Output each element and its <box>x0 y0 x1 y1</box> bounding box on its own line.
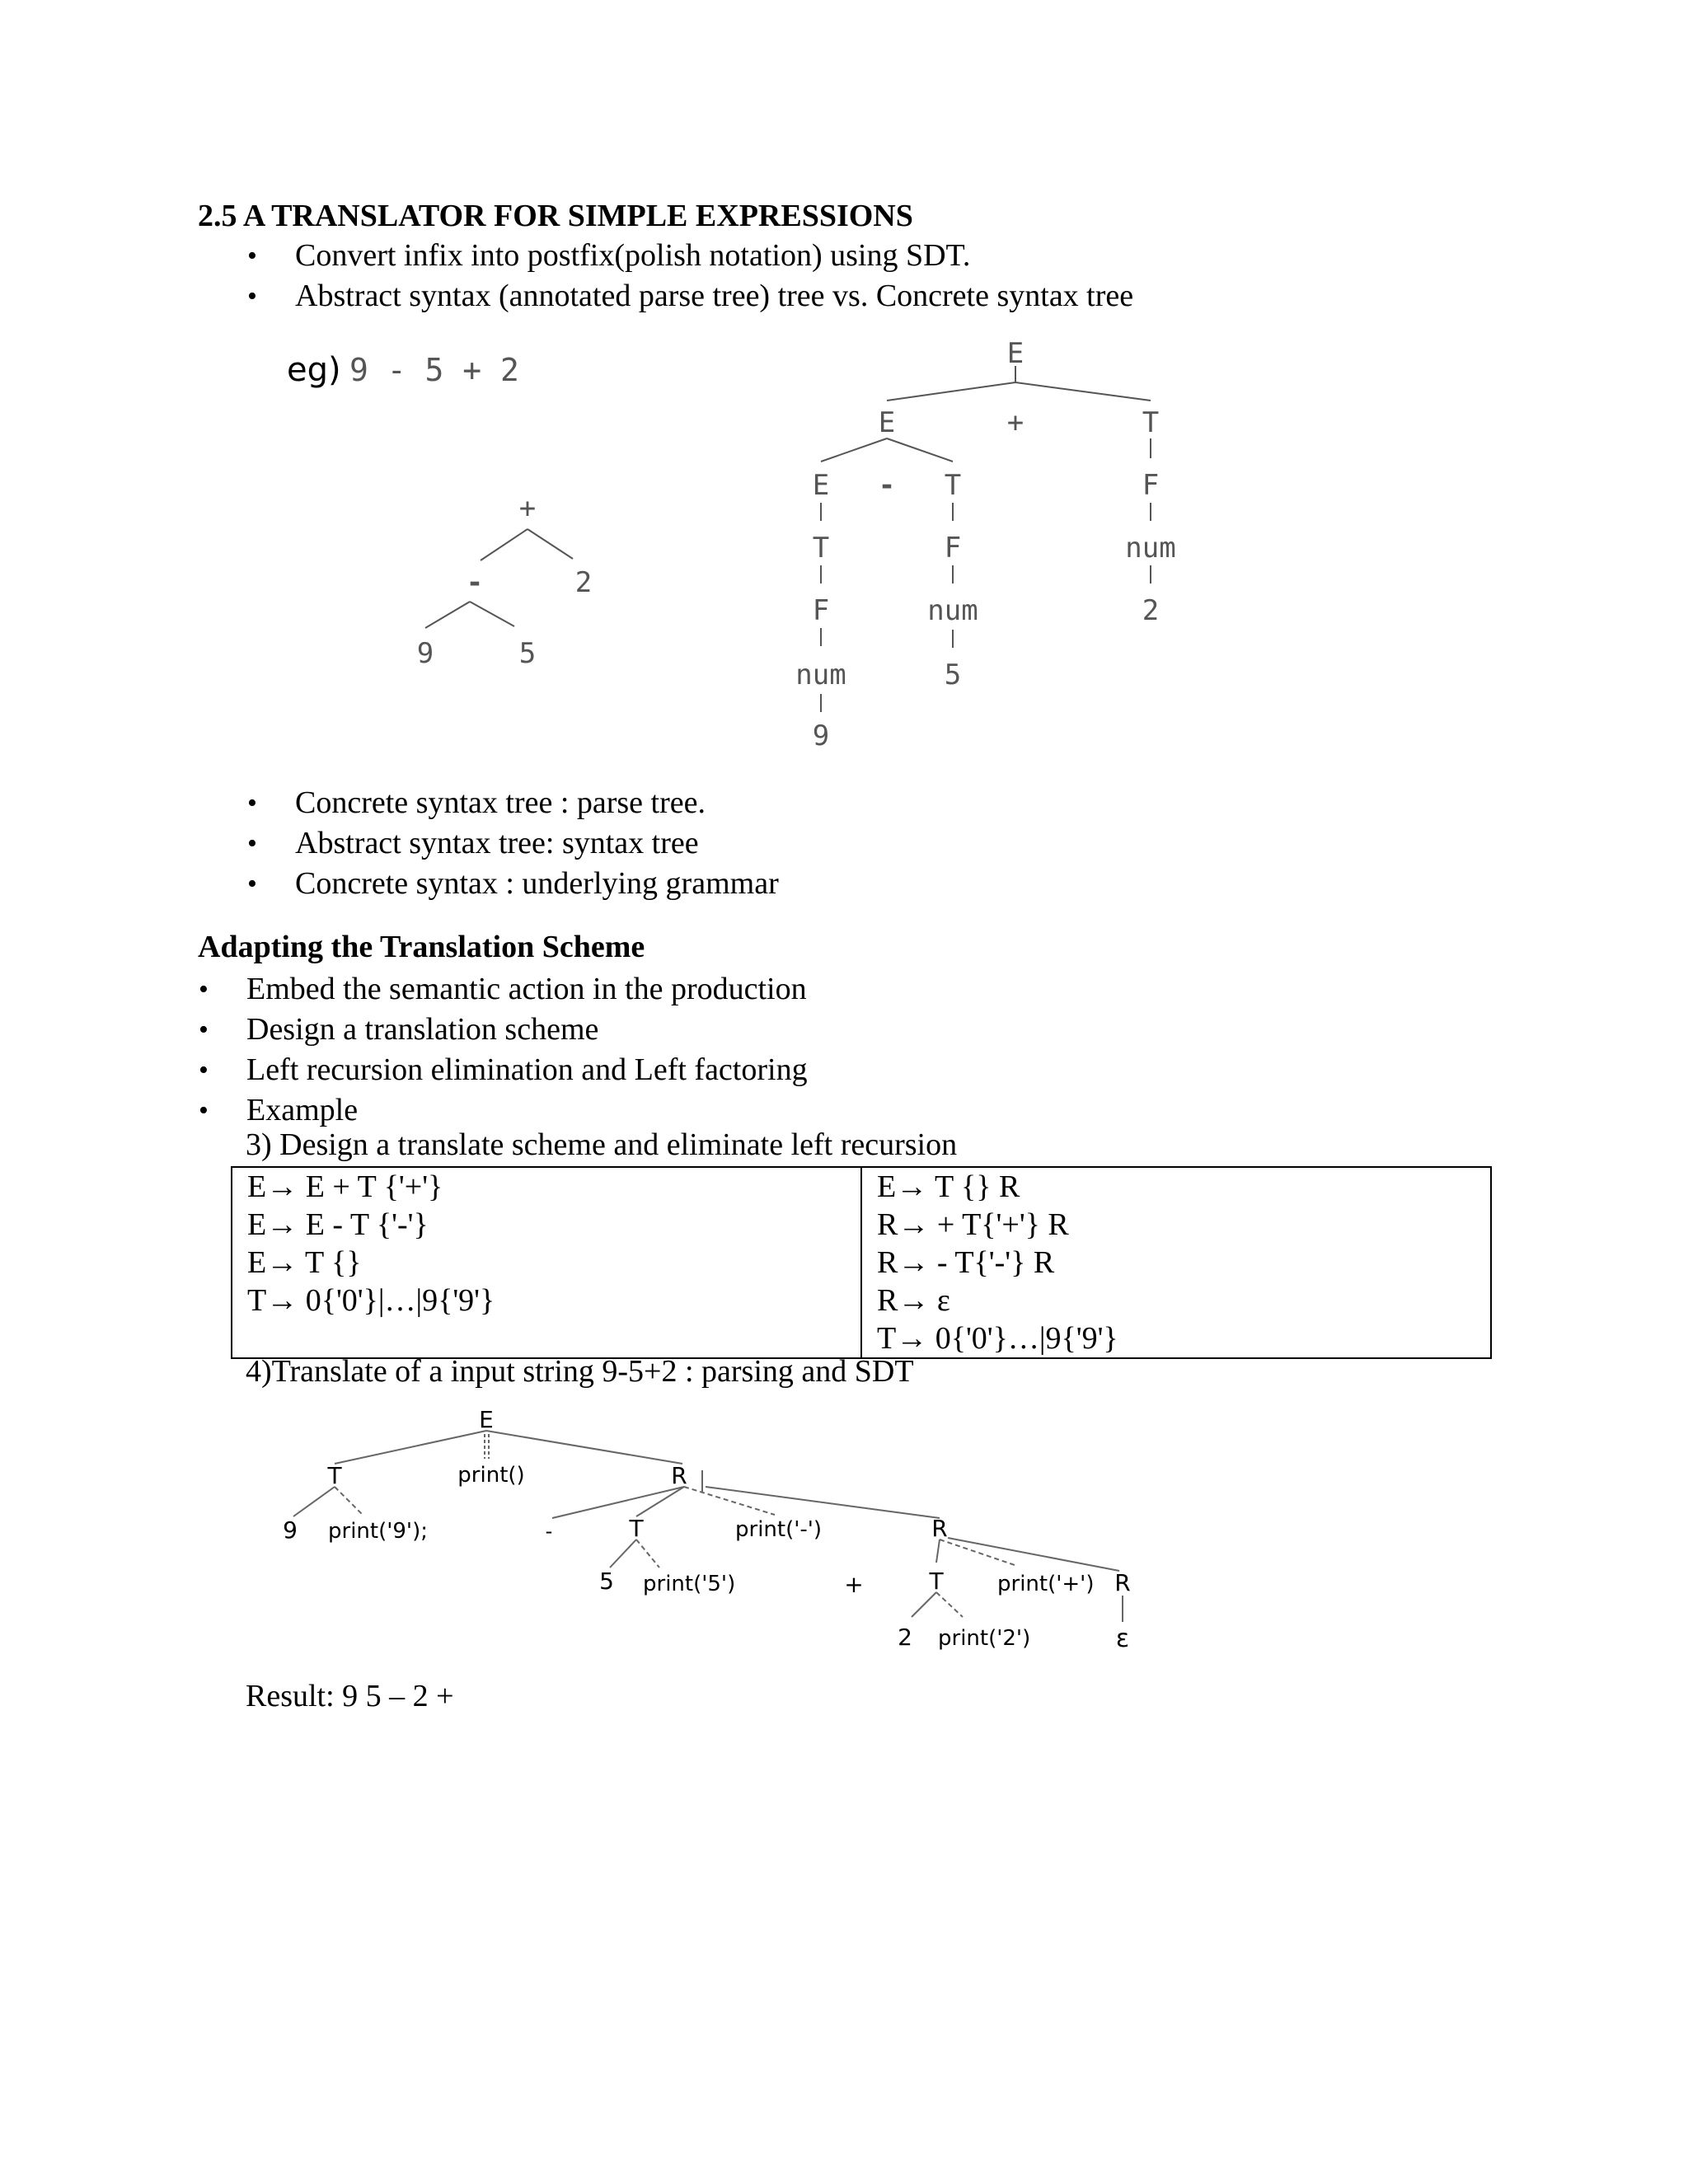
parse-E-leftmost: E <box>812 469 830 502</box>
production: E→ E + T {'+'} <box>247 1169 443 1204</box>
production: R→ - T{'-'} R <box>877 1245 1055 1280</box>
parse-T-mid: T <box>944 469 962 502</box>
sdt-5: 5 <box>599 1568 614 1595</box>
adapting-title: Adapting the Translation Scheme <box>198 930 645 964</box>
sdt-minus: - <box>545 1520 553 1543</box>
sdt-T3: T <box>929 1568 944 1595</box>
sdt-T1: T <box>327 1462 342 1489</box>
list-item: • Left recursion elimination and Left factoring <box>246 1050 808 1090</box>
list-item: • Design a translation scheme <box>246 1010 808 1050</box>
result-text: Result: 9 5 – 2 + <box>246 1679 454 1713</box>
sdt-epsilon: ε <box>1115 1624 1130 1653</box>
list-item: • Example <box>246 1090 808 1131</box>
intro-bullet-list <box>295 236 1133 316</box>
parse-E-root: E <box>1006 337 1025 370</box>
parse-num-left: num <box>795 658 846 691</box>
step-4-label: 4)Translate of a input string 9-5+2 : parsing and SDT <box>246 1354 914 1389</box>
sdt-E: E <box>479 1406 494 1433</box>
parse-F-right: F <box>1142 469 1160 502</box>
list-item: • Abstract syntax tree: syntax tree <box>295 823 779 864</box>
original-grammar-cell <box>232 1167 861 1358</box>
syntax-tree-minus: - <box>466 566 484 599</box>
sdt-2: 2 <box>898 1624 912 1651</box>
production: T→ 0{'0'}…|9{'9'} <box>877 1321 1118 1356</box>
adapting-bullet-list <box>246 969 808 1131</box>
parse-9: 9 <box>812 719 830 752</box>
parse-minus: - <box>878 469 896 502</box>
list-item: • Embed the semantic action in the production <box>246 969 808 1010</box>
sdt-R1: R <box>671 1462 687 1489</box>
sdt-plus: + <box>844 1571 864 1598</box>
definitions-list <box>295 783 779 904</box>
parse-num-right: num <box>1125 532 1176 565</box>
sdt-R3: R <box>1114 1569 1131 1596</box>
sdt-print-2: print('2') <box>938 1626 1031 1651</box>
example-expression: 9 - 5 + 2 <box>349 352 519 388</box>
example-figure <box>247 330 1236 758</box>
production: E→ T {} <box>247 1245 362 1280</box>
sdt-print-9: print('9'); <box>328 1519 428 1544</box>
list-item: • Concrete syntax tree : parse tree. <box>295 783 779 823</box>
production: T→ 0{'0'}|…|9{'9'} <box>247 1283 495 1318</box>
sdt-9: 9 <box>283 1516 298 1544</box>
sdt-print-plus: print('+') <box>997 1572 1095 1596</box>
list-item: • Convert infix into postfix(polish notation) using SDT. <box>295 236 1133 276</box>
production: E→ E - T {'-'} <box>247 1207 429 1242</box>
sdt-print-minus: print('-') <box>735 1517 823 1542</box>
sdt-print-5: print('5') <box>643 1572 736 1596</box>
syntax-tree-5: 5 <box>518 637 537 670</box>
production: E→ T {} R <box>877 1169 1020 1204</box>
section-title: 2.5 A TRANSLATOR FOR SIMPLE EXPRESSIONS <box>198 199 913 233</box>
parse-2: 2 <box>1142 594 1160 627</box>
parse-T-right: T <box>1142 406 1160 439</box>
parse-tree <box>821 366 1151 712</box>
syntax-tree-plus: + <box>518 492 537 525</box>
eg-label: eg) <box>287 351 341 389</box>
syntax-tree <box>425 529 573 628</box>
translation-scheme-table <box>231 1166 1492 1359</box>
list-item: • Concrete syntax : underlying grammar <box>295 864 779 904</box>
parse-num-mid: num <box>927 594 978 627</box>
parse-T-left: T <box>812 532 830 565</box>
parse-5: 5 <box>944 658 962 691</box>
transformed-grammar-cell <box>861 1167 1491 1358</box>
parse-F-mid: F <box>944 532 962 565</box>
sdt-parse-tree <box>247 1401 1236 1665</box>
parse-F-left: F <box>812 594 830 627</box>
sdt-print-empty: print() <box>457 1463 525 1488</box>
syntax-tree-9: 9 <box>416 637 434 670</box>
parse-E-left: E <box>878 406 896 439</box>
step-3-label: 3) Design a translate scheme and eliminate left recursion <box>246 1127 958 1162</box>
syntax-tree-2: 2 <box>574 566 593 599</box>
list-item: • Abstract syntax (annotated parse tree) tree vs. Concrete syntax tree <box>295 276 1133 316</box>
sdt-R2: R <box>931 1515 948 1542</box>
sdt-T2: T <box>629 1515 644 1542</box>
production: R→ + T{'+'} R <box>877 1207 1069 1242</box>
production: R→ ε <box>877 1283 950 1318</box>
parse-plus: + <box>1006 406 1025 439</box>
